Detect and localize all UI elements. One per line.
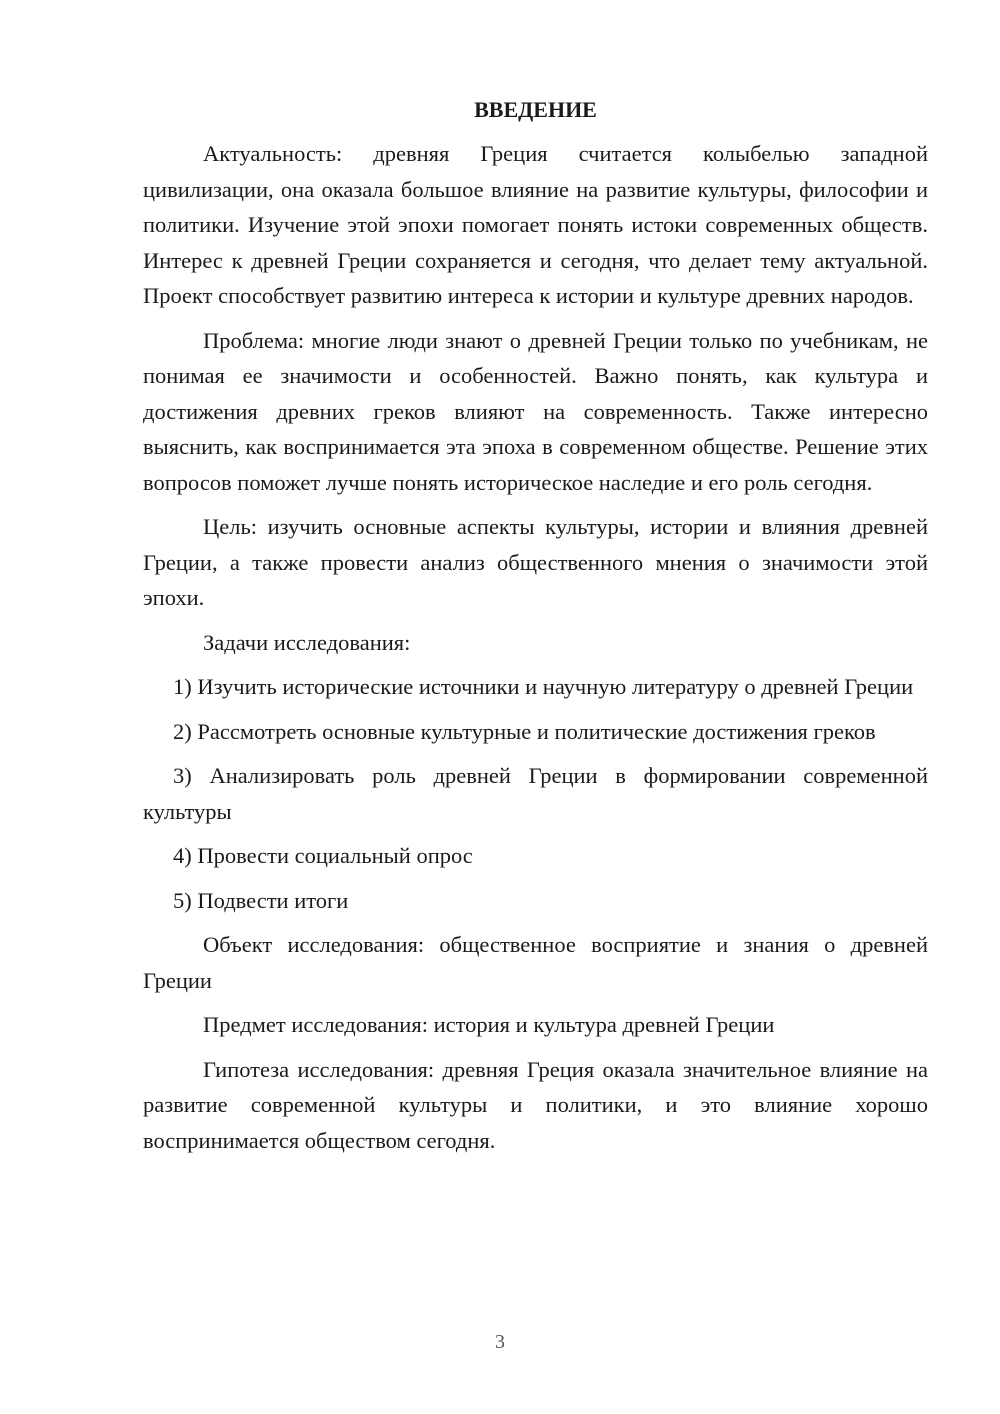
list-item: 4) Провести социальный опрос [173,843,473,868]
document-page [143,92,928,1167]
tasks-list [143,669,928,918]
page-number: 3 [495,1331,505,1353]
page-title: ВВЕДЕНИЕ [474,97,597,122]
goal-paragraph: Цель: изучить основные аспекты культуры, истории и влияния древней Греции, а также провести анализ общественного мнения о значимости этой эпохи. [143,514,928,610]
hypothesis-paragraph: Гипотеза исследования: древняя Греция оказала значительное влияние на развитие современной культуры и политики, и это влияние хорошо воспринимается обществом сегодня. [143,1056,928,1153]
list-item: 3) Анализировать роль древней Греции в формировании современной культуры [143,763,928,824]
list-item: 1) Изучить исторические источники и научную литературу о древней Греции [173,674,914,699]
relevance-paragraph: Актуальность: древняя Греция считается колыбелью западной цивилизации, она оказала большое влияние на развитие культуры, философии и политики. Изучение этой эпохи помогает понять истоки современных обществ. Интерес к древней Греции сохраняется и сегодня, что делает тему актуальной. Проект способствует развитию интереса к истории и культуре древних народов. [143,141,928,308]
subject-paragraph: Предмет исследования: история и культура древней Греции [203,1012,775,1037]
list-item: 5) Подвести итоги [173,887,349,913]
object-paragraph: Объект исследования: общественное восприятие и знания о древней Греции [143,932,928,993]
problem-paragraph: Проблема: многие люди знают о древней Греции только по учебникам, не понимая ее значимости и особенностей. Важно понять, как культура и достижения древних греков влияют на современность. Также интересно выяснить, как воспринимается эта эпоха в современном обществе. Решение этих вопросов поможет лучше понять историческое наследие и его роль сегодня. [143,327,928,495]
tasks-heading: Задачи исследования: [203,629,411,655]
list-item: 2) Рассмотреть основные культурные и политические достижения греков [173,718,876,744]
